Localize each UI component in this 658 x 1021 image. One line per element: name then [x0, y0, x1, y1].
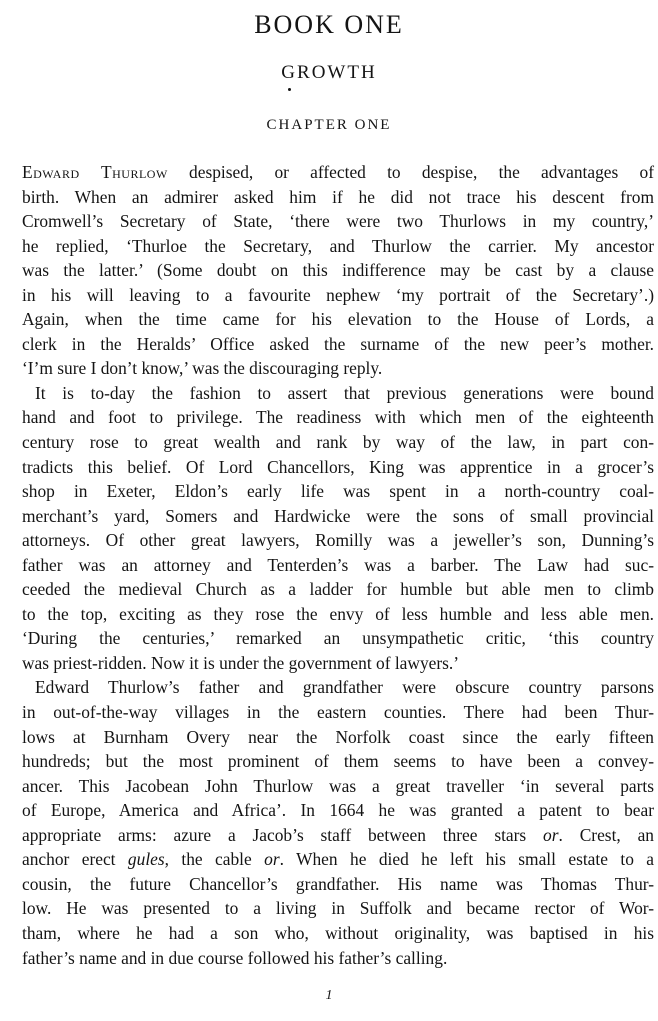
page-number: 1: [325, 988, 333, 1003]
text-line: lows at Burnham Overy near the Norfolk coast since the early fifteen: [22, 726, 654, 747]
text-line: ‘During the centuries,’ remarked an unsympathetic critic, ‘this country: [22, 628, 654, 649]
text-line: was priest-ridden. Now it is under the government of lawyers.’: [22, 652, 460, 673]
part-title: GROWTH: [281, 62, 377, 83]
text-line: father was an attorney and Tenterden’s was a barber. The Law had suc-: [22, 554, 654, 575]
text-line: birth. When an admirer asked him if he did not trace his descent from: [22, 186, 654, 207]
text-line: was the latter.’ (Some doubt on this indifference may be cast by a clause: [22, 260, 654, 281]
text-line: he replied, ‘Thurloe the Secretary, and Thurlow the carrier. My ancestor: [22, 235, 654, 256]
text-line: century rose to great wealth and rank by way of the law, in part con-: [22, 432, 654, 453]
text-line: tradicts this belief. Of Lord Chancellors, King was apprentice in a grocer’s: [22, 456, 654, 477]
text-line: ‘I’m sure I don’t know,’ was the discouraging reply.: [22, 358, 383, 379]
text-line: Edward Thurlow’s father and grandfather were obscure country parsons: [35, 677, 654, 698]
chapter-body-text: [22, 160, 654, 970]
opening-small-caps: Edward Thurlow: [22, 162, 168, 182]
text-line: cousin, the future Chancellor’s grandfather. His name was Thomas Thur-: [22, 873, 654, 894]
text-line: of Europe, America and Africa’. In 1664 he was granted a patent to bear: [22, 800, 654, 821]
chapter-title: CHAPTER ONE: [266, 117, 392, 133]
text-line: clerk in the Heralds’ Office asked the surname of the new peer’s mother.: [22, 333, 654, 354]
text-line: It is to-day the fashion to assert that previous generations were bound: [35, 382, 654, 403]
text-line: appropriate arms: azure a Jacob’s staff between three stars or. Crest, an: [22, 824, 655, 845]
text-line: merchant’s yard, Somers and Hardwicke were the sons of small provincial: [22, 505, 654, 526]
text-line: in his will leaving to a favourite nephew ‘my portrait of the Secretary’.): [22, 284, 654, 305]
text-line: anchor erect gules, the cable or. When he died he left his small estate to a: [22, 849, 655, 870]
text-line: in out-of-the-way villages in the eastern counties. There had been Thur-: [22, 702, 654, 723]
text-line: tham, where he had a son who, without originality, was baptised in his: [22, 922, 654, 943]
text-line: ancer. This Jacobean John Thurlow was a great traveller ‘in several parts: [22, 775, 654, 796]
text-line: hand and foot to privilege. The readiness with which men of the eighteenth: [22, 407, 654, 428]
text-line: father’s name and in due course followed his father’s calling.: [22, 947, 448, 968]
text-line: Again, when the time came for his elevation to the House of Lords, a: [22, 309, 654, 330]
italic-or: or: [264, 849, 280, 870]
italic-gules: gules: [127, 849, 165, 870]
book-title: BOOK ONE: [254, 10, 404, 39]
text-line: shop in Exeter, Eldon’s early life was spent in a north-country coal-: [22, 481, 654, 502]
text-line: to the top, exciting as they rose the envy of less humble and less able men.: [22, 603, 654, 624]
italic-or: or: [543, 824, 559, 845]
text-line: Edward Thurlow despised, or affected to despise, the advantages of: [22, 162, 654, 182]
text-line: attorneys. Of other great lawyers, Romilly was a jeweller’s son, Dunning’s: [22, 530, 654, 551]
text-line: ceeded the medieval Church as a ladder for humble but able men to climb: [22, 579, 654, 600]
ornament-dot: [288, 88, 291, 91]
text-line: hundreds; but the most prominent of them seems to have been a convey-: [22, 751, 654, 772]
text-line: low. He was presented to a living in Suffolk and became rector of Wor-: [22, 898, 654, 919]
text-line: Cromwell’s Secretary of State, ‘there were two Thurlows in my country,’: [22, 211, 654, 232]
